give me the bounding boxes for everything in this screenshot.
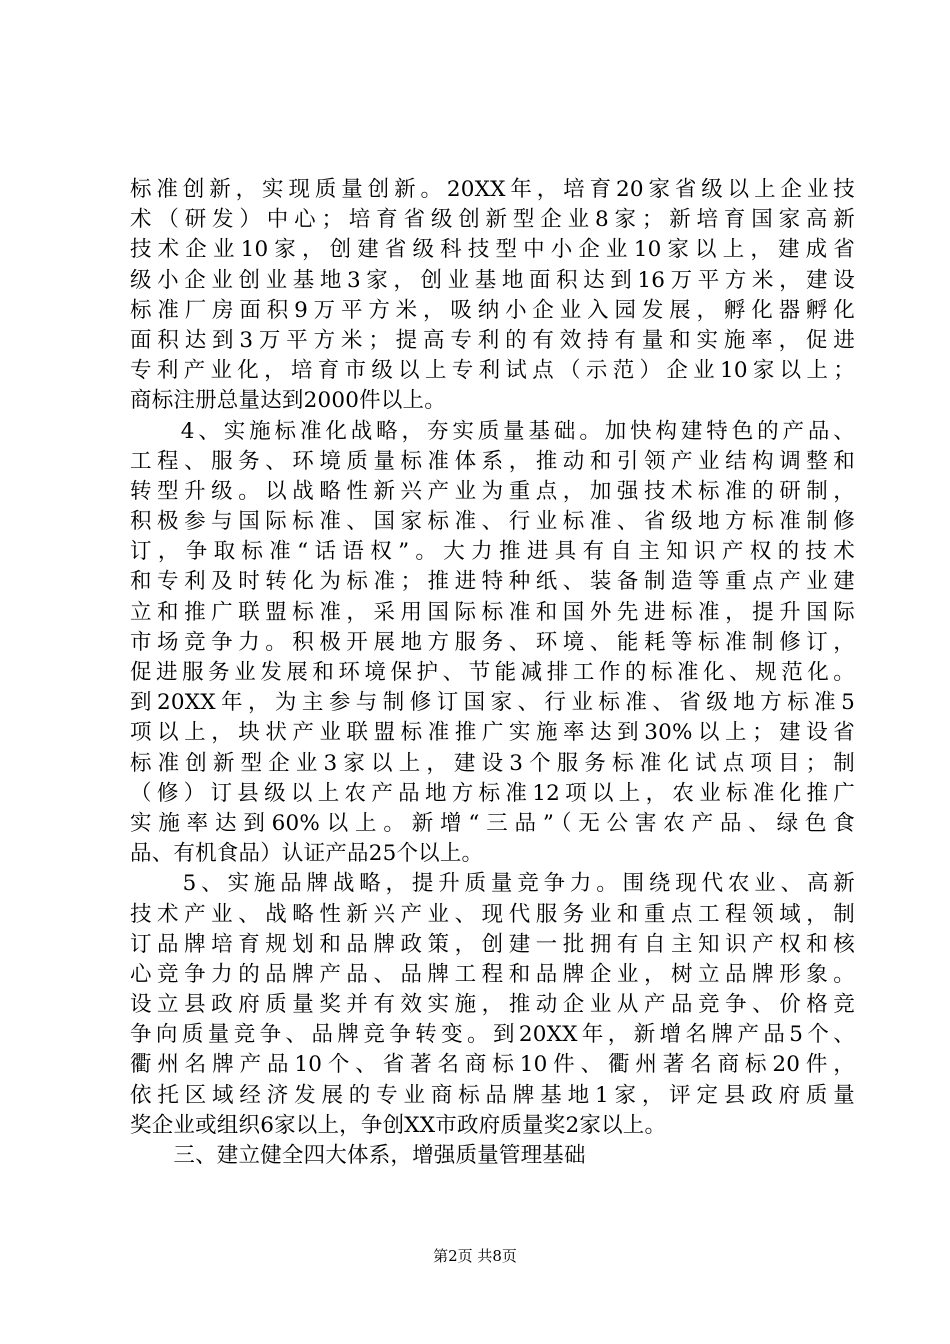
text-line: 三、建立健全四大体系，增强质量管理基础 [130,1143,586,1168]
text-line: 到20XX年，为主参与制修订国家、行业标准、省级地方标准5 [130,690,855,716]
page-footer: 第2页 共8页 [433,1247,517,1265]
document-body [130,175,855,1171]
text-line: 标准创新，实现质量创新。20XX年，培育20家省级以上企业技 [130,177,855,202]
text-line: 项以上，块状产业联盟标准推广实施率达到30%以上；建设省 [130,720,855,746]
text-line: 商标注册总量达到2000件以上。 [130,388,446,414]
text-line: 争向质量竞争、品牌竞争转变。到20XX年，新增名牌产品5个、 [130,1022,855,1048]
text-line: 技术企业10家，创建省级科技型中小企业10家以上，建成省 [130,237,855,263]
text-line: 工程、服务、环境质量标准体系，推动和引领产业结构调整和 [130,448,855,474]
text-line: 订，争取标准“话语权”。大力推进具有自主知识产权的技术 [130,539,855,565]
text-line: 级小企业创业基地3家，创业基地面积达到16万平方米，建设 [130,267,855,293]
text-line: 转型升级。以战略性新兴产业为重点，加强技术标准的研制， [130,478,855,504]
text-line: 促进服务业发展和环境保护、节能减排工作的标准化、规范化。 [130,660,855,685]
text-line: （修）订县级以上农产品地方标准12项以上，农业标准化推广 [130,780,855,806]
text-line: 心竞争力的品牌产品、品牌工程和品牌企业，树立品牌形象。 [130,961,855,987]
text-line: 专利产业化，培育市级以上专利试点（示范）企业10家以上； [130,358,855,384]
text-line: 标准创新型企业3家以上，建设3个服务标准化试点项目；制 [130,750,855,776]
text-line: 实施率达到60%以上。新增“三品”（无公害农产品、绿色食 [130,810,855,836]
text-line: 依托区域经济发展的专业商标品牌基地1家，评定县政府质量 [130,1082,855,1108]
text-line: 积极参与国际标准、国家标准、行业标准、省级地方标准制修 [130,509,855,535]
text-line: 面积达到3万平方米；提高专利的有效持有量和实施率，促进 [130,327,855,353]
text-line: 设立县政府质量奖并有效实施，推动企业从产品竞争、价格竞 [130,992,855,1018]
text-line: 术（研发）中心；培育省级创新型企业8家；新培育国家高新 [130,207,855,233]
text-line: 市场竞争力。积极开展地方服务、环境、能耗等标准制修订， [130,629,855,655]
text-line: 订品牌培育规划和品牌政策，创建一批拥有自主知识产权和核 [130,931,855,957]
text-line: 4、实施标准化战略，夯实质量基础。加快构建特色的产品、 [130,418,855,444]
text-line: 品、有机食品）认证产品25个以上。 [130,841,484,867]
text-line: 标准厂房面积9万平方米，吸纳小企业入园发展，孵化器孵化 [130,297,855,323]
text-line: 立和推广联盟标准，采用国际标准和国外先进标准，提升国际 [130,599,855,625]
text-line: 技术产业、战略性新兴产业、现代服务业和重点工程领域，制 [130,901,855,927]
text-line: 和专利及时转化为标准；推进特种纸、装备制造等重点产业建 [130,569,855,595]
text-line: 衢州名牌产品10个、省著名商标10件、衢州著名商标20件， [130,1052,855,1078]
text-line: 5、实施品牌战略，提升质量竞争力。围绕现代农业、高新 [130,871,855,897]
text-line: 奖企业或组织6家以上，争创XX市政府质量奖2家以上。 [130,1112,667,1138]
